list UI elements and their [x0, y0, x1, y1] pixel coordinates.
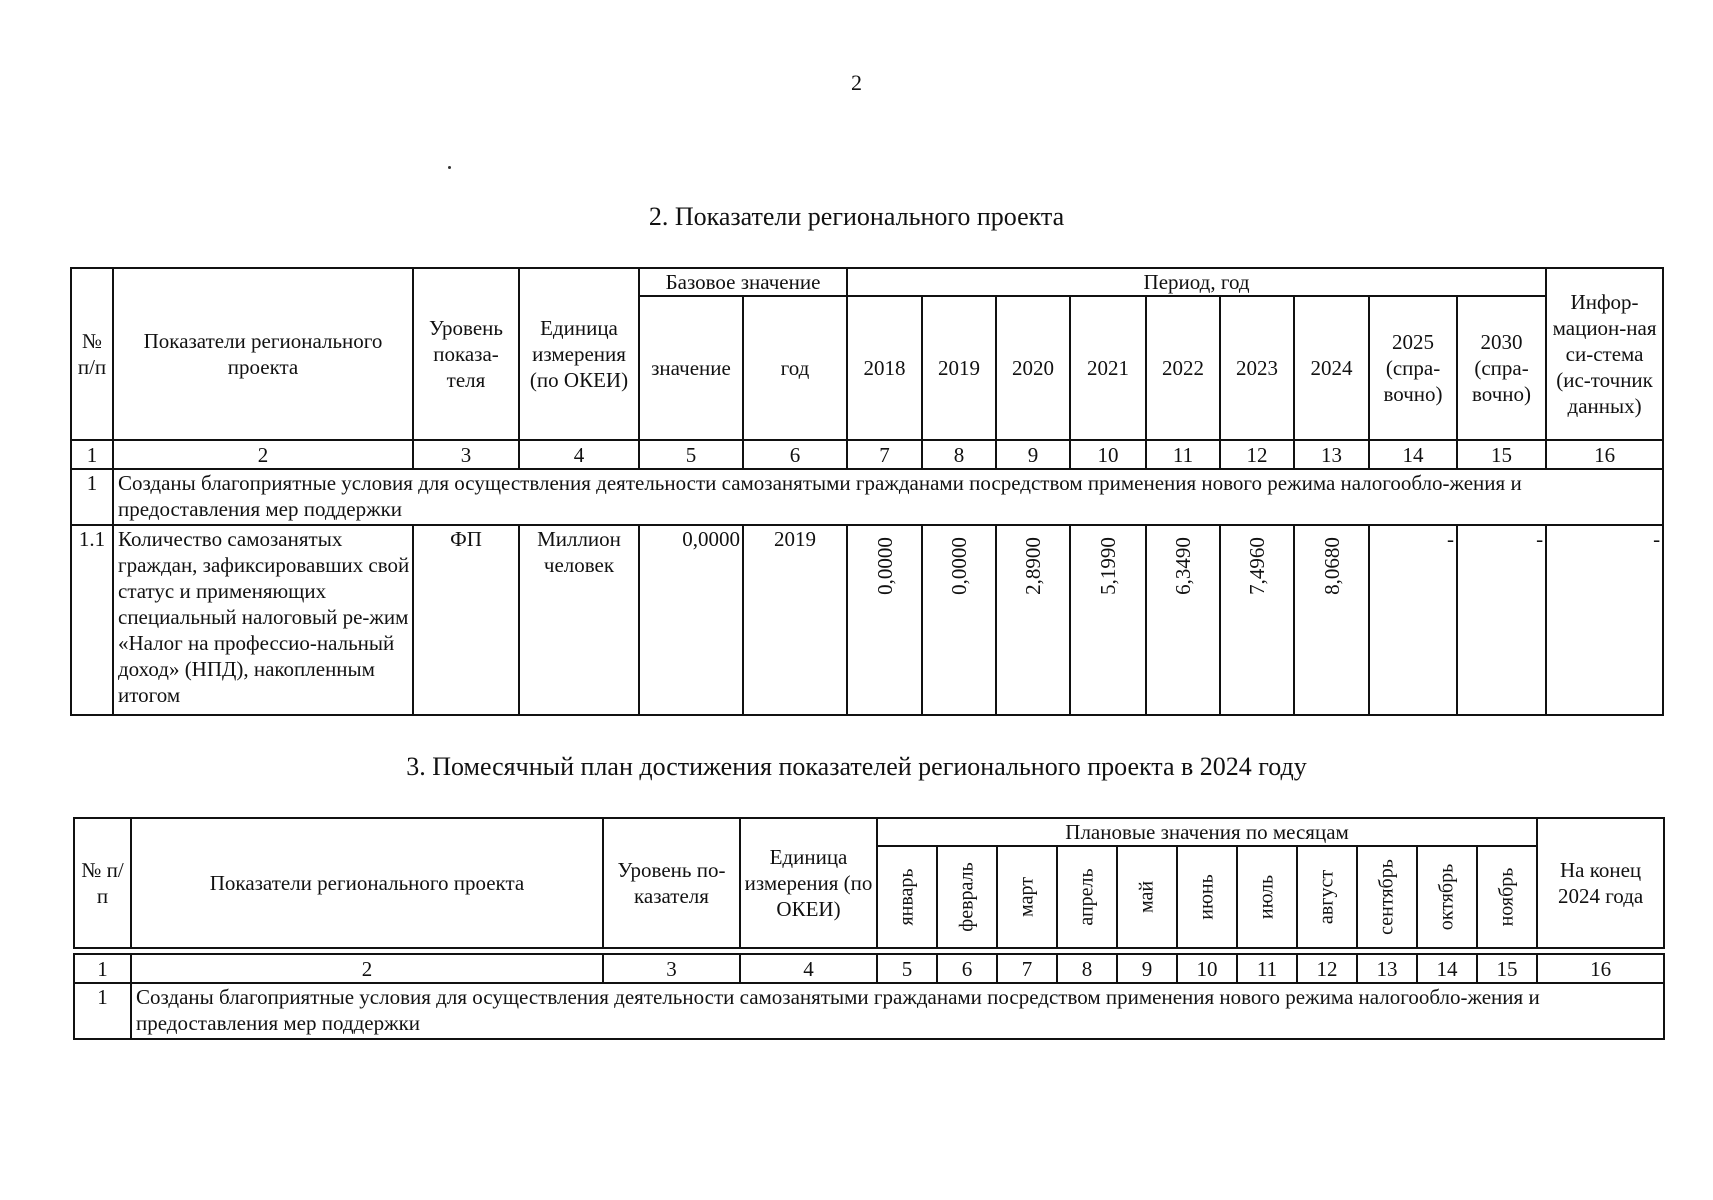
header-year: 2023 [1220, 296, 1294, 440]
data-row-num: 1.1 [71, 525, 113, 715]
group-row-num: 1 [71, 469, 113, 525]
monthly-plan-table [73, 817, 1665, 1040]
header-end-of-year: На конец 2024 года [1537, 818, 1664, 948]
column-number: 3 [603, 954, 740, 983]
column-number: 15 [1457, 440, 1546, 469]
column-number: 11 [1146, 440, 1220, 469]
data-row-2030: - [1457, 525, 1546, 715]
group-row-num: 1 [74, 983, 131, 1039]
column-number: 10 [1177, 954, 1237, 983]
column-number: 8 [1057, 954, 1117, 983]
header-year: 2021 [1070, 296, 1146, 440]
group-row-text: Созданы благоприятные условия для осуществления деятельности самозанятыми гражданами посредством применения нового режима налогообло-жения и предоставления мер поддержки [131, 983, 1664, 1039]
column-number: 6 [937, 954, 997, 983]
column-number: 13 [1357, 954, 1417, 983]
header-num: № п/п [74, 818, 131, 948]
header-level: Уровень показа-теля [413, 268, 519, 440]
column-number: 13 [1294, 440, 1369, 469]
column-number: 7 [847, 440, 922, 469]
column-number: 4 [740, 954, 877, 983]
data-row-2025: - [1369, 525, 1457, 715]
year-value: 7,4960 [1245, 537, 1269, 595]
column-number: 4 [519, 440, 639, 469]
section-3-title: 3. Помесячный план достижения показателей регионального проекта в 2024 году [406, 752, 1307, 781]
header-year: 2020 [996, 296, 1070, 440]
year-value: 2,8900 [1021, 537, 1045, 595]
header-month: июнь [1195, 874, 1218, 920]
header-year: 2030 (спра-вочно) [1457, 296, 1546, 440]
column-number: 11 [1237, 954, 1297, 983]
page-number: 2 [851, 70, 862, 95]
header-unit: Единица измерения (по ОКЕИ) [740, 818, 877, 948]
header-period-group: Период, год [847, 268, 1546, 296]
header-info-system: Инфор-мацион-ная си-стема (ис-точник данных) [1546, 268, 1663, 440]
column-number: 16 [1537, 954, 1664, 983]
stray-dot [448, 166, 451, 169]
column-number: 12 [1297, 954, 1357, 983]
data-row-info-system: - [1546, 525, 1663, 715]
data-row-base-year: 2019 [743, 525, 847, 715]
header-year: 2024 [1294, 296, 1369, 440]
column-number: 3 [413, 440, 519, 469]
header-level: Уровень по-казателя [603, 818, 740, 948]
indicators-table [70, 267, 1664, 716]
header-month: июль [1255, 874, 1278, 920]
header-year: 2022 [1146, 296, 1220, 440]
data-row-level: ФП [413, 525, 519, 715]
column-number: 2 [113, 440, 413, 469]
header-year: 2025 (спра-вочно) [1369, 296, 1457, 440]
column-number: 5 [877, 954, 937, 983]
year-value: 5,1990 [1096, 537, 1120, 595]
year-value: 6,3490 [1171, 537, 1195, 595]
data-row-base-value: 0,0000 [639, 525, 743, 715]
header-base-year: год [743, 296, 847, 440]
column-number: 8 [922, 440, 996, 469]
column-number: 14 [1369, 440, 1457, 469]
section-2-title: 2. Показатели регионального проекта [648, 202, 1065, 231]
header-month: ноябрь [1495, 867, 1518, 927]
column-number: 15 [1477, 954, 1537, 983]
column-number: 9 [996, 440, 1070, 469]
column-number: 5 [639, 440, 743, 469]
header-num: № п/п [71, 268, 113, 440]
column-number: 1 [74, 954, 131, 983]
year-value: 0,0000 [947, 537, 971, 595]
header-base-group: Базовое значение [639, 268, 847, 296]
column-number: 12 [1220, 440, 1294, 469]
column-number: 14 [1417, 954, 1477, 983]
column-number: 10 [1070, 440, 1146, 469]
column-number: 1 [71, 440, 113, 469]
group-row-text: Созданы благоприятные условия для осуществления деятельности самозанятыми гражданами посредством применения нового режима налогообло-жения и предоставления мер поддержки [113, 469, 1663, 525]
header-year: 2019 [922, 296, 996, 440]
data-row-indicator: Количество самозанятых граждан, зафиксировавших свой статус и применяющих специальный налоговый ре-жим «Налог на профессио-нальный доход» (НПД), накопленным итогом [113, 525, 413, 715]
header-indicator: Показатели регионального проекта [113, 268, 413, 440]
header-month: август [1315, 869, 1338, 925]
header-months-group: Плановые значения по месяцам [877, 818, 1537, 846]
header-month: февраль [955, 862, 978, 932]
header-base-value: значение [639, 296, 743, 440]
header-unit: Единица измерения (по ОКЕИ) [519, 268, 639, 440]
header-year: 2018 [847, 296, 922, 440]
header-month: октябрь [1435, 863, 1458, 931]
column-number: 2 [131, 954, 603, 983]
header-month: апрель [1075, 868, 1098, 926]
header-month: сентябрь [1375, 859, 1398, 935]
data-row-unit: Миллион человек [519, 525, 639, 715]
column-number: 6 [743, 440, 847, 469]
header-month: май [1135, 880, 1158, 914]
header-month: март [1015, 877, 1038, 917]
year-value: 8,0680 [1319, 537, 1344, 595]
year-value: 0,0000 [872, 537, 897, 595]
column-number: 16 [1546, 440, 1663, 469]
column-number: 7 [997, 954, 1057, 983]
column-number: 9 [1117, 954, 1177, 983]
header-month: январь [895, 868, 918, 926]
header-indicator: Показатели регионального проекта [131, 818, 603, 948]
